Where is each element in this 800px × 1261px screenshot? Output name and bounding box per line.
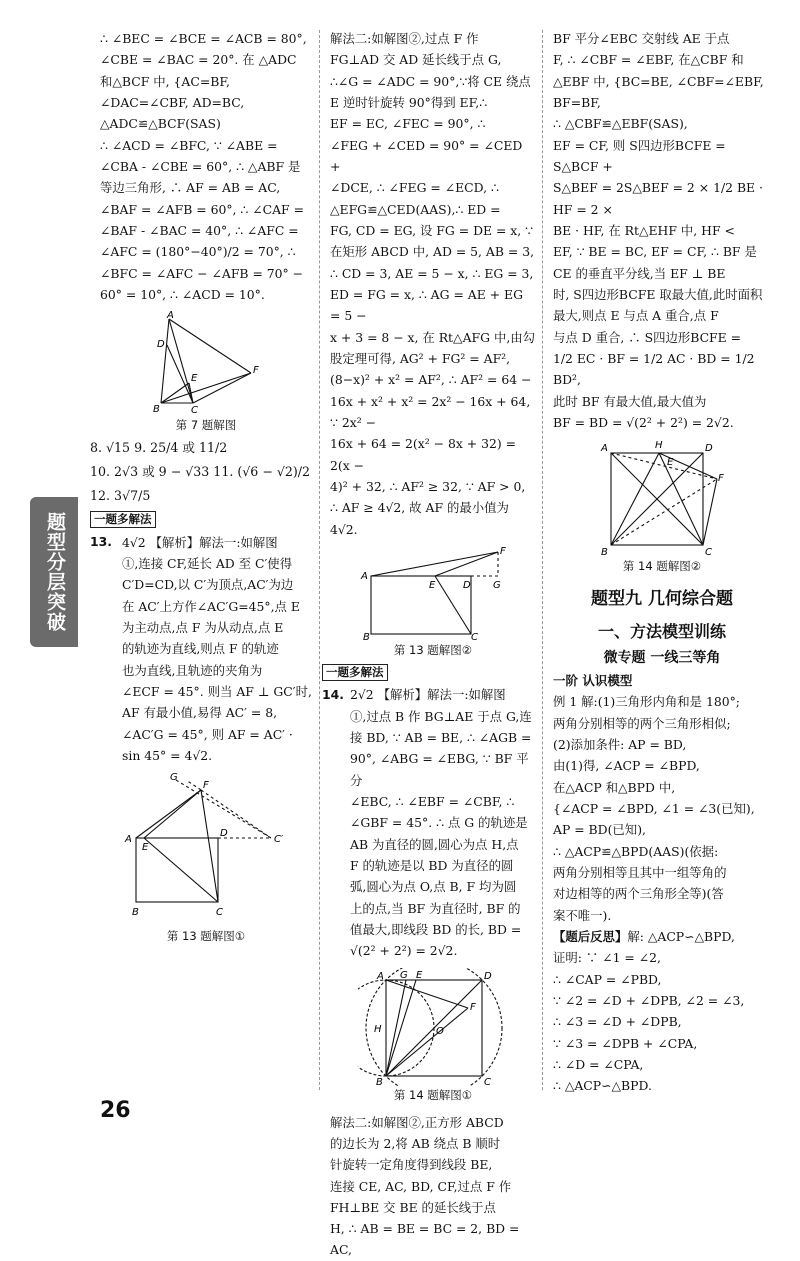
solution-7-text	[100, 28, 312, 305]
text-line: △EFG≌△CED(AAS),∴ ED =	[330, 201, 501, 217]
text-line: 16x + x² + x² = 2x² − 16x + 64, ∵ 2x² −	[330, 393, 531, 430]
text-line: 90°, ∠ABG = ∠EBG, ∵ BF 平分	[350, 751, 529, 788]
label-O: O	[436, 1025, 444, 1037]
text-line: 案不唯一).	[553, 907, 612, 923]
figure-14b-caption: 第 14 题解图②	[622, 559, 702, 574]
label-C: C	[705, 547, 712, 558]
text-line: ∠BFC = ∠AFC − ∠AFB = 70° −	[100, 265, 304, 281]
text-line: 上的点,当 BF 为直径时, BF 的	[350, 900, 521, 916]
label-B: B	[363, 631, 370, 641]
label-E: E	[191, 373, 198, 385]
label-A: A	[361, 570, 368, 582]
text-line: ∠BAF = ∠AFB = 60°, ∴ ∠CAF =	[100, 201, 304, 217]
column-divider-1	[319, 30, 320, 1090]
figure-13a	[106, 772, 306, 927]
label-A: A	[125, 834, 132, 846]
text-line: BF 平分∠EBC 交射线 AE 于点	[553, 31, 730, 46]
text-line: 也为直线,且轨迹的夹角为	[122, 662, 263, 678]
label-C: C	[216, 907, 223, 919]
label-F: F	[253, 365, 259, 377]
sub-heading: 微专题 一线三等角	[603, 649, 721, 666]
reflection-first: 解: △ACP∽△BPD,	[627, 928, 735, 944]
question-14-number: 14.	[322, 687, 344, 703]
text-line: 4√2.	[330, 521, 358, 537]
figure-14b	[597, 439, 727, 557]
type-heading: 题型九 几何综合题	[591, 589, 733, 609]
text-line: △ADC≌△BCF(SAS)	[100, 116, 221, 132]
figure-13b-caption: 第 13 题解图②	[393, 642, 473, 657]
label-G: G	[400, 969, 408, 981]
text-line: ∴ △CBF≌△EBF(SAS),	[553, 116, 688, 132]
text-line: ∠CBE = ∠BAC = 20°. 在 △ADC	[100, 52, 297, 68]
text-line: 解法二:如解图②,正方形 ABCD	[330, 1114, 504, 1130]
label-F: F	[470, 1001, 476, 1013]
text-line: ∠BAF - ∠BAC = 40°, ∴ ∠AFC =	[100, 222, 299, 238]
text-line: 对边相等的两个三角形全等)(答	[553, 886, 724, 902]
solution-13-method-2	[330, 28, 536, 540]
text-line: BE · HF, 在 Rt△EHF 中, HF <	[553, 222, 735, 238]
text-line: EF = EC, ∠FEC = 90°, ∴	[330, 116, 486, 132]
text-line: 2√2 【解析】解法一:如解图	[350, 687, 506, 703]
text-line: {∠ACP = ∠BPD, ∠1 = ∠3(已知), AP = BD(已知),	[553, 800, 755, 838]
label-A: A	[377, 970, 384, 982]
text-line: 连接 CE, AC, BD, CF,过点 F 作	[330, 1178, 512, 1194]
text-line: 的边长为 2,将 AB 绕点 B 顺时	[330, 1135, 501, 1151]
text-line: √(2² + 2²) = 2√2.	[350, 943, 458, 959]
figure-14a-caption: 第 14 题解图①	[393, 1087, 473, 1102]
text-line: 16x + 64 = 2(x² − 8x + 32) = 2(x −	[330, 436, 517, 473]
label-E: E	[416, 969, 423, 981]
text-line: 的轨迹为直线,则点 F 的轨迹	[122, 641, 279, 657]
figure-7	[141, 311, 271, 416]
column-2	[322, 28, 536, 1261]
text-line: ∠AFC = (180°−40°)/2 = 70°, ∴	[100, 244, 296, 260]
text-line: 为主动点,点 F 为从动点,点 E	[122, 619, 284, 635]
text-line: AB 为直径的圆,圆心为点 H,点	[350, 836, 519, 852]
text-line: ∴ △ACP∽△BPD.	[553, 1078, 652, 1094]
text-line: ∴ AF ≥ 4√2, 故 AF 的最小值为	[330, 500, 509, 516]
label-B: B	[132, 907, 139, 919]
text-line: 最大,则点 E 与点 A 重合,点 F	[553, 308, 719, 324]
text-line: ∠CBA - ∠CBE = 60°, ∴ △ABF 是	[100, 158, 301, 174]
label-H: H	[374, 1023, 382, 1035]
text-line: CE 的垂直平分线,当 EF ⊥ BE	[553, 265, 726, 281]
side-tab: 题型分层突破	[30, 497, 78, 647]
label-H: H	[655, 440, 663, 452]
text-line: ∴ ∠BEC = ∠BCE = ∠ACB = 80°,	[100, 31, 307, 46]
text-line: AF 有最小值,易得 AC′ = 8,	[122, 705, 278, 721]
label-C: C	[191, 405, 198, 417]
label-B: B	[376, 1076, 383, 1086]
text-line: EF = CF, 则 S四边形BCFE = S△BCF +	[553, 137, 726, 174]
text-line: ∴ ∠D = ∠CPA,	[553, 1056, 644, 1072]
reflection-label: 【题后反思】	[553, 928, 628, 944]
page-number: 26	[100, 1098, 131, 1123]
solution-14-method-2-cont	[553, 28, 771, 433]
text-line: 等边三角形, ∴ AF = AB = AC,	[100, 180, 281, 196]
label-C-prime: C′	[274, 834, 284, 846]
question-13-number: 13.	[90, 534, 112, 550]
example-1-text	[553, 691, 771, 926]
text-line: ∵ ∠2 = ∠D + ∠DPB, ∠2 = ∠3,	[553, 992, 745, 1008]
section-heading: 一、方法模型训练	[597, 622, 726, 642]
label-G: G	[170, 772, 178, 784]
text-line: ∠AC′G = 45°, 则 AF = AC′ ·	[122, 726, 293, 742]
label-E: E	[429, 579, 436, 591]
text-line: ①,连接 CF,延长 AD 至 C′使得	[122, 555, 293, 571]
reflection-text	[553, 947, 771, 1096]
text-line: BF = BD = √(2² + 2²) = 2√2.	[553, 414, 734, 430]
label-F: F	[500, 545, 506, 557]
stage-heading: 一阶 认识模型	[553, 672, 633, 688]
label-C: C	[471, 631, 478, 641]
column-3	[553, 28, 771, 1097]
question-13-text	[100, 532, 312, 767]
text-line: 60° = 10°, ∴ ∠ACD = 10°.	[100, 286, 265, 302]
figure-13a-caption: 第 13 题解图①	[166, 929, 246, 944]
text-line: 接 BD, ∵ AB = BE, ∴ ∠AGB =	[350, 730, 532, 746]
text-line: ∠FEG + ∠CED = 90° = ∠CED +	[330, 137, 523, 174]
label-D: D	[484, 970, 492, 982]
multi-solution-label-1: 一题多解法	[90, 511, 156, 529]
text-line: EF, ∵ BE = BC, EF = CF, ∴ BF 是	[553, 244, 757, 260]
label-D: D	[220, 828, 228, 840]
text-line: E 逆时针旋转 90°得到 EF,∴	[330, 94, 488, 110]
text-line: 由(1)得, ∠ACP = ∠BPD,	[553, 758, 700, 774]
text-line: FG⊥AD 交 AD 延长线于点 G,	[330, 52, 502, 68]
text-line: (8−x)² + x² = AF², ∴ AF² = 64 −	[330, 372, 532, 388]
text-line: 证明: ∵ ∠1 = ∠2,	[553, 950, 661, 966]
text-line: △EBF 中, {BC=BE, ∠CBF=∠EBF, BF=BF,	[553, 73, 764, 110]
text-line: ∠GBF = 45°. ∴ 点 G 的轨迹是	[350, 815, 528, 831]
text-line: 两角分别相等且其中一组等角的	[553, 864, 727, 880]
label-C: C	[484, 1076, 491, 1086]
text-line: 在 AC′上方作∠AC′G=45°,点 E	[122, 598, 300, 614]
text-line: ①,过点 B 作 BG⊥AE 于点 G,连	[350, 708, 532, 724]
text-line: 与点 D 重合, ∴ S四边形BCFE =	[553, 329, 742, 345]
text-line: ∴ △ACP≌△BPD(AAS)(依据:	[553, 843, 719, 859]
figure-14a	[358, 968, 508, 1086]
question-14-text	[330, 684, 536, 961]
text-line: 例 1 解:(1)三角形内角和是 180°;	[553, 694, 740, 710]
column-divider-2	[542, 30, 543, 1090]
text-line: 此时 BF 有最大值,最大值为	[553, 393, 707, 409]
text-line: x + 3 = 8 − x, 在 Rt△AFG 中,由勾	[330, 329, 536, 345]
text-line: 1/2 EC · BF = 1/2 AC · BD = 1/2 BD²,	[553, 350, 755, 388]
text-line: ∠EBC, ∴ ∠EBF = ∠CBF, ∴	[350, 794, 515, 810]
label-A: A	[167, 311, 174, 322]
multi-solution-label-2: 一题多解法	[322, 664, 388, 682]
label-G: G	[493, 579, 501, 591]
text-line: 值最大,即线段 BD 的长, BD =	[350, 922, 522, 938]
text-line: 针旋转一定角度得到线段 BE,	[330, 1157, 493, 1173]
text-line: 和△BCF 中, {AC=BF, ∠DAC=∠CBF, AD=BC,	[100, 73, 245, 110]
text-line: ∴ ∠3 = ∠D + ∠DPB,	[553, 1014, 682, 1030]
text-line: 4√2 【解析】解法一:如解图	[122, 534, 278, 550]
text-line: 弧,圆心为点 O,点 B, F 均为圆	[350, 879, 517, 895]
label-F: F	[718, 473, 724, 485]
text-line: F 的轨迹是以 BD 为直径的圆	[350, 858, 514, 874]
text-line: ∴ ∠CAP = ∠PBD,	[553, 971, 662, 987]
solution-14-method-2	[330, 1112, 536, 1261]
text-line: 时, S四边形BCFE 取最大值,此时面积	[553, 286, 763, 302]
text-line: 4)² + 32, ∴ AF² ≥ 32, ∵ AF > 0,	[330, 478, 526, 494]
text-line: (2)添加条件: AP = BD,	[553, 736, 687, 752]
label-B: B	[153, 404, 160, 416]
text-line: 解法二:如解图②,过点 F 作	[330, 31, 479, 46]
column-1	[90, 28, 312, 947]
label-E: E	[667, 457, 674, 469]
answer-8-9: 8. √15 9. 25/4 或 11/2	[90, 440, 228, 456]
text-line: FH⊥BE 交 BE 的延长线于点	[330, 1199, 496, 1215]
label-A: A	[601, 443, 608, 455]
text-line: C′D=CD,以 C′为顶点,AC′为边	[122, 577, 294, 593]
label-D: D	[157, 339, 165, 351]
text-line: F, ∴ ∠CBF = ∠EBF, 在△CBF 和	[553, 52, 744, 68]
text-line: FG, CD = EG, 设 FG = DE = x, ∵	[330, 222, 534, 238]
label-E: E	[142, 842, 149, 854]
answer-10-11: 10. 2√3 或 9 − √33 11. (√6 − √2)/2	[90, 463, 311, 479]
figure-7-caption: 第 7 题解图	[175, 418, 237, 433]
text-line: 在矩形 ABCD 中, AD = 5, AB = 3,	[330, 244, 535, 260]
text-line: ∠ECF = 45°. 则当 AF ⊥ GC′时,	[122, 683, 312, 699]
text-line: S△BEF = 2S△BEF = 2 × 1/2 BE · HF = 2 ×	[553, 180, 763, 217]
text-line: 股定理可得, AG² + FG² = AF²,	[330, 350, 511, 366]
label-B: B	[601, 547, 608, 558]
label-D: D	[463, 579, 471, 591]
text-line: ∴∠G = ∠ADC = 90°,∵将 CE 绕点	[330, 73, 531, 89]
text-line: ∴ ∠ACD = ∠BFC, ∵ ∠ABE =	[100, 137, 278, 153]
text-line: ED = FG = x, ∴ AG = AE + EG = 5 −	[330, 286, 523, 324]
label-D: D	[705, 443, 713, 455]
text-line: sin 45° = 4√2.	[122, 747, 213, 763]
text-line: 在△ACP 和△BPD 中,	[553, 779, 676, 795]
text-line: ∠DCE, ∴ ∠FEG = ∠ECD, ∴	[330, 180, 499, 196]
figure-13b	[353, 546, 513, 641]
label-F: F	[203, 780, 209, 792]
text-line: ∴ CD = 3, AE = 5 − x, ∴ EG = 3,	[330, 265, 534, 281]
answer-12: 12. 3√7/5	[90, 487, 151, 503]
text-line: ∵ ∠3 = ∠DPB + ∠CPA,	[553, 1035, 698, 1051]
text-line: H, ∴ AB = BE = BC = 2, BD = AC,	[330, 1221, 520, 1258]
text-line: 两角分别相等的两个三角形相似;	[553, 715, 731, 731]
